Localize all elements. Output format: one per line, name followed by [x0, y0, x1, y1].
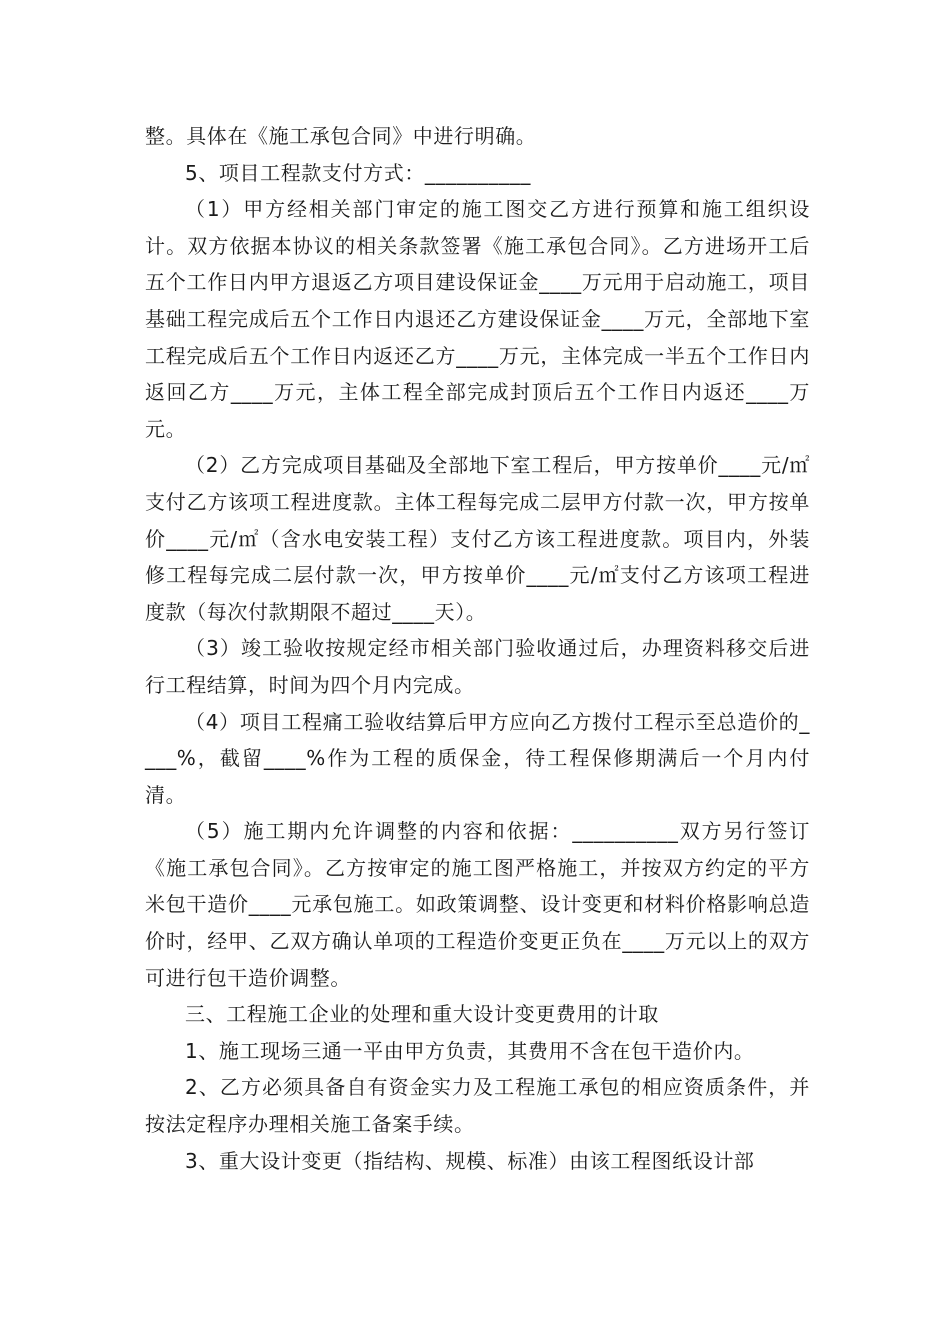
paragraph-clause-2: （2）乙方完成项目基础及全部地下室工程后，甲方按单价____元/㎡支付乙方该项工程进度款。主体工程每完成二层甲方付款一次，甲方按单价____元/㎡（含水电安装工程）支付乙方该工程进度款。项目内，外装修工程每完成二层付款一次，甲方按单价____元/㎡支付乙方该项工程进度款（每次付款期限不超过____天）。	[145, 453, 810, 624]
paragraph-clause-4: （4）项目工程痛工验收结算后甲方应向乙方拨付工程示至总造价的____%，截留____%作为工程的质保金，待工程保修期满后一个月内付清。	[145, 709, 810, 807]
section-heading-3: 三、工程施工企业的处理和重大设计变更费用的计取	[185, 1002, 659, 1027]
paragraph-item-3: 3、重大设计变更（指结构、规模、标准）由该工程图纸设计部	[185, 1148, 755, 1173]
paragraph-item-1: 1、施工现场三通一平由甲方负责，其费用不含在包干造价内。	[185, 1038, 755, 1063]
paragraph-clause-5: （5）施工期内允许调整的内容和依据：__________双方另行签订《施工承包合同》。乙方按审定的施工图严格施工，并按双方约定的平方米包干造价____元承包施工。如政策调整、设计变更和材料价格影响总造价时，经甲、乙双方确认单项的工程造价变更正负在____万元以上的双方可进行包干造价调整。	[145, 819, 810, 990]
paragraph-item-2: 2、乙方必须具备自有资金实力及工程施工承包的相应资质条件，并按法定程序办理相关施工备案手续。	[145, 1075, 810, 1137]
paragraph-payment-method: 5、项目工程款支付方式：__________	[185, 160, 531, 185]
document-body	[145, 118, 810, 1179]
paragraph-clause-3: （3）竣工验收按规定经市相关部门验收通过后，办理资料移交后进行工程结算，时间为四个月内完成。	[145, 636, 810, 697]
paragraph-continuation: 整。具体在《施工承包合同》中进行明确。	[145, 124, 537, 148]
paragraph-clause-1: （1）甲方经相关部门审定的施工图交乙方进行预算和施工组织设计。双方依据本协议的相关条款签署《施工承包合同》。乙方进场开工后五个工作日内甲方退返乙方项目建设保证金____万元用于启动施工，项目基础工程完成后五个工作日内退还乙方建设保证金____万元，全部地下室工程完成后五个工作日内返还乙方____万元，主体完成一半五个工作日内返回乙方____万元，主体工程全部完成封顶后五个工作日内返还____万元。	[145, 197, 810, 441]
